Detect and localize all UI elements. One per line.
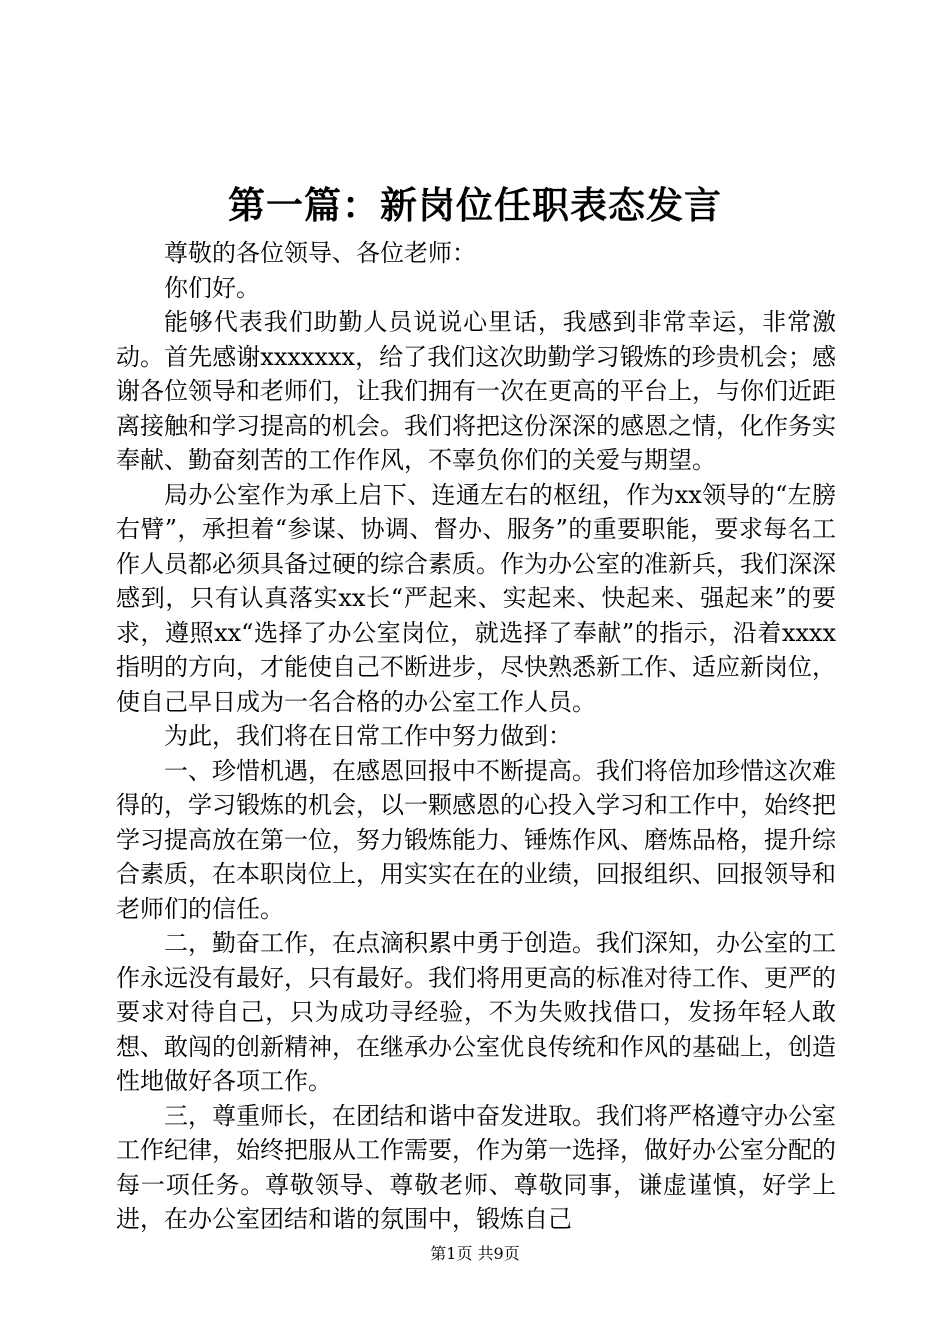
paragraph: 三，尊重师长，在团结和谐中奋发进取。我们将严格遵守办公室工作纪律，始终把服从工作需要，作为第一选择，做好办公室分配的每一项任务。尊敬领导、尊敬老师、尊敬同事，谦虚谨慎，好学上进，在办公室团结和谐的氛围中，锻炼自己 xyxy=(116,1101,836,1233)
paragraph: 二，勤奋工作，在点滴积累中勇于创造。我们深知，办公室的工作永远没有最好，只有最好。我们将用更高的标准对待工作、更严的要求对待自己，只为成功寻经验，不为失败找借口，发扬年轻人敢想、敢闯的创新精神，在继承办公室优良传统和作风的基础上，创造性地做好各项工作。 xyxy=(116,929,836,1095)
paragraph: 能够代表我们助勤人员说说心里话，我感到非常幸运，非常激动。首先感谢xxxxxxx，给了我们这次助勤学习锻炼的珍贵机会；感谢各位领导和老师们，让我们拥有一次在更高的平台上，与你们近距离接触和学习提高的机会。我们将把这份深深的感恩之情，化作务实奉献、勤奋刻苦的工作作风，不辜负你们的关爱与期望。 xyxy=(116,308,836,474)
salutation: 尊敬的各位领导、各位老师： xyxy=(164,239,476,267)
paragraph: 一、珍惜机遇，在感恩回报中不断提高。我们将倍加珍惜这次难得的，学习锻炼的机会，以一颗感恩的心投入学习和工作中，始终把学习提高放在第一位，努力锻炼能力、锤炼作风、磨炼品格，提升综合素质，在本职岗位上，用实实在在的业绩，回报组织、回报领导和老师们的信任。 xyxy=(116,756,836,923)
document-title: 第一篇：新岗位任职表态发言 xyxy=(228,184,722,227)
page-number-footer: 第1页 共9页 xyxy=(430,1244,520,1263)
paragraph: 局办公室作为承上启下、连通左右的枢纽，作为xx领导的“左膀右臂”，承担着“参谋、协调、督办、服务”的重要职能，要求每名工作人员都必须具备过硬的综合素质。作为办公室的准新兵，我们深深感到，只有认真落实xx长“严起来、实起来、快起来、强起来”的要求，遵照xx“选择了办公室岗位，就选择了奉献”的指示，沿着xxxx指明的方向，才能使自己不断进步，尽快熟悉新工作、适应新岗位，使自己早日成为一名合格的办公室工作人员。 xyxy=(116,480,836,716)
paragraph: 为此，我们将在日常工作中努力做到： xyxy=(164,722,572,750)
greeting: 你们好。 xyxy=(164,273,260,302)
document-body xyxy=(116,236,836,1237)
